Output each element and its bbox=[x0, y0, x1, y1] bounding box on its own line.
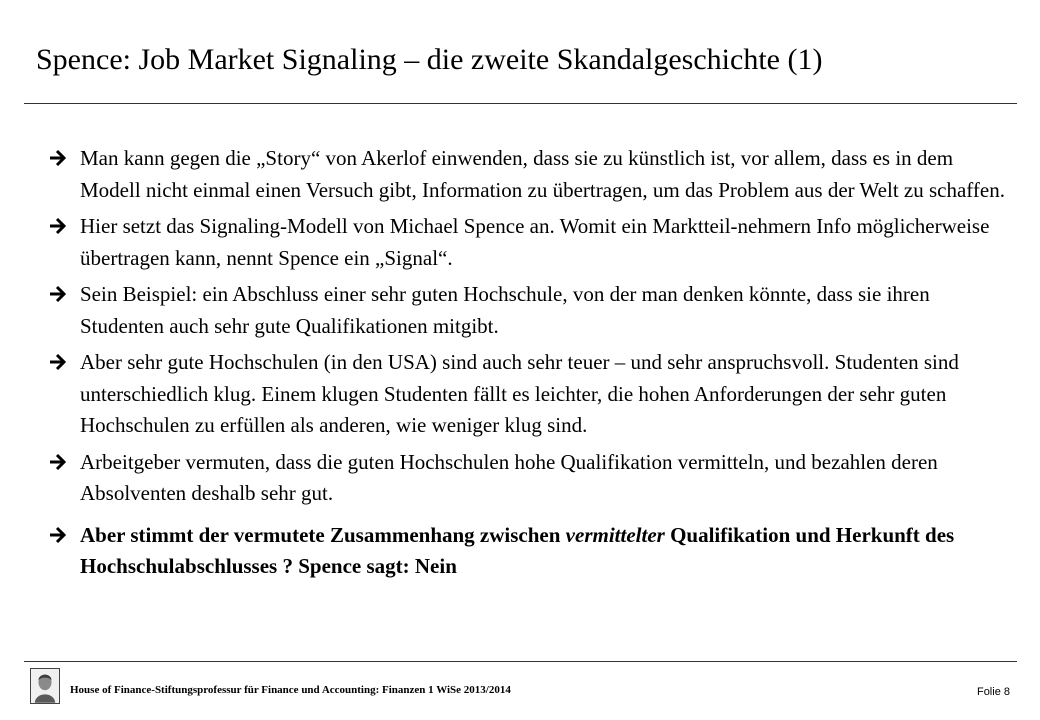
bullet-item bbox=[46, 211, 1006, 274]
slide-title: Spence: Job Market Signaling – die zweite Skandalgeschichte (1) bbox=[36, 43, 823, 76]
arrow-right-icon bbox=[48, 524, 68, 546]
bullet-text-before: Aber stimmt der vermutete Zusammenhang zwischen bbox=[80, 522, 566, 547]
footer-text: House of Finance-Stiftungsprofessur für Finance und Accounting: Finanzen 1 WiSe 2013/2014 bbox=[70, 684, 511, 696]
arrow-right-icon bbox=[48, 451, 68, 473]
bullet-item bbox=[46, 447, 1006, 510]
bullet-text: Sein Beispiel: ein Abschluss einer sehr guten Hochschule, von der man denken könnte, dass sie ihren Studenten auch sehr gute Qualifikationen mitgibt. bbox=[80, 282, 930, 338]
bullet-text: Arbeitgeber vermuten, dass die guten Hochschulen hohe Qualifikation vermitteln, und bezahlen deren Absolventen deshalb sehr gut. bbox=[80, 449, 938, 505]
footer-divider bbox=[24, 661, 1017, 662]
bullet-text: Hier setzt das Signaling-Modell von Michael Spence an. Womit ein Marktteil-nehmern Info möglicherweise übertragen kann, nennt Spence ein „Signal“. bbox=[80, 214, 990, 270]
arrow-right-icon bbox=[48, 283, 68, 305]
bullet-text-emphasis: vermittelter bbox=[565, 522, 665, 547]
arrow-right-icon bbox=[48, 147, 68, 169]
bullet-text: Man kann gegen die „Story“ von Akerlof einwenden, dass sie zu künstlich ist, vor allem, dass es in dem Modell nicht einmal einen Versuch gibt, Information zu übertragen, um das Problem aus der Welt zu schaffen. bbox=[80, 146, 1005, 202]
title-divider bbox=[24, 103, 1017, 104]
bullet-item bbox=[46, 279, 1006, 342]
bullet-text: Aber sehr gute Hochschulen (in den USA) sind auch sehr teuer – und sehr anspruchsvoll. Studenten sind unterschiedlich klug. Einem klugen Studenten fällt es leichter, die hohen Anforderungen der sehr guten Hochschulen zu erfüllen als anderen, wie weniger klug sind. bbox=[80, 350, 959, 437]
arrow-right-icon bbox=[48, 215, 68, 237]
bullet-list bbox=[46, 143, 1006, 588]
bullet-item bbox=[46, 347, 1006, 442]
slide-number: Folie 8 bbox=[976, 686, 1010, 698]
arrow-right-icon bbox=[48, 351, 68, 373]
bullet-text-after: Qualifikation und Herkunft des Hochschulabschlusses ? Spence sagt: Nein bbox=[80, 522, 955, 578]
bullet-item bbox=[46, 143, 1006, 206]
portrait-seal-icon bbox=[30, 668, 60, 704]
bullet-item-conclusion bbox=[46, 520, 1006, 583]
